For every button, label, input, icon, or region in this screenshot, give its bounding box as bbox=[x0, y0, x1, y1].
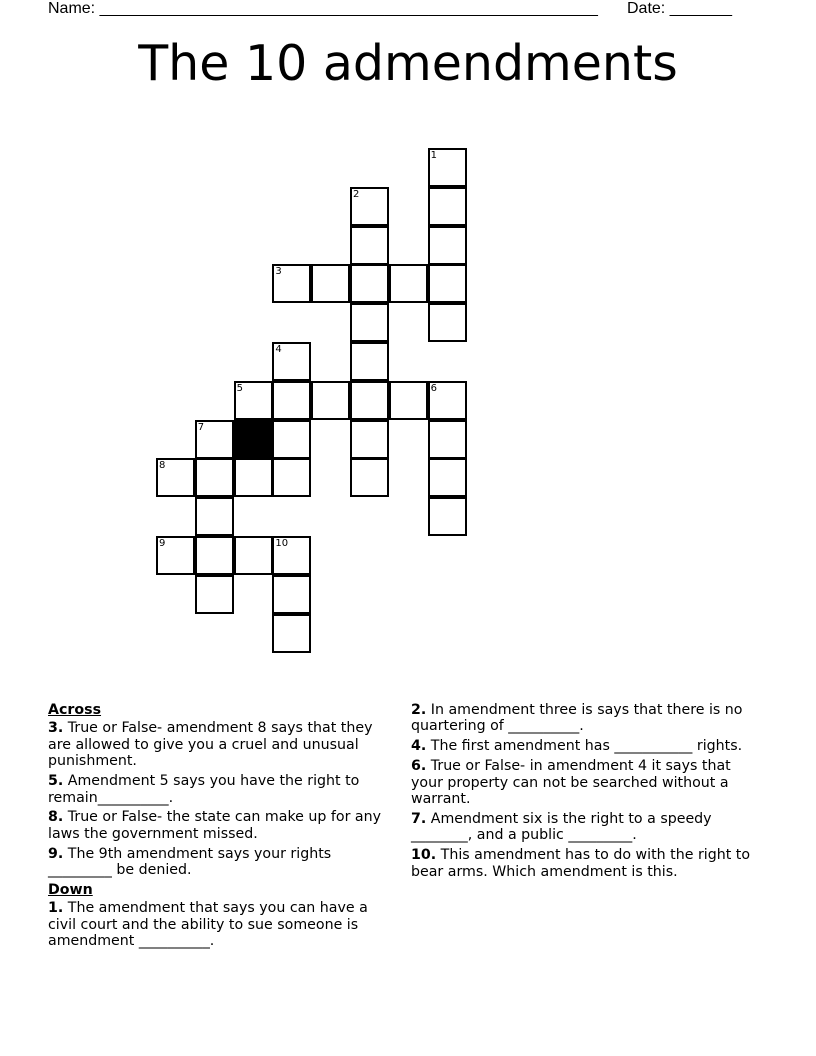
cell-number: 8 bbox=[159, 460, 166, 472]
crossword-cell[interactable] bbox=[428, 303, 467, 342]
puzzle-title: The 10 admendments bbox=[138, 35, 678, 92]
crossword-cell[interactable] bbox=[234, 381, 273, 420]
cell-number: 2 bbox=[353, 188, 360, 200]
crossword-cell[interactable] bbox=[311, 381, 350, 420]
clue-text: Amendment 5 says you have the right to remain__________. bbox=[48, 773, 360, 806]
crossword-cell[interactable] bbox=[428, 381, 467, 420]
clue-item bbox=[48, 846, 388, 879]
cell-number: 9 bbox=[159, 538, 166, 549]
cell-number: 4 bbox=[275, 344, 282, 355]
clue-item bbox=[48, 773, 388, 806]
crossword-cell[interactable] bbox=[195, 536, 234, 575]
crossword-cell[interactable] bbox=[272, 342, 311, 381]
date-field-label: Date: _______ bbox=[627, 0, 732, 17]
cell-number: 6 bbox=[430, 382, 437, 394]
clue-text: Amendment six is the right to a speedy ________, and a public _________. bbox=[411, 810, 712, 844]
crossword-cell[interactable] bbox=[272, 381, 311, 420]
crossword-cell[interactable] bbox=[156, 458, 195, 497]
clue-number: 4. bbox=[411, 738, 427, 755]
crossword-grid bbox=[156, 148, 468, 654]
clue-item bbox=[411, 847, 761, 880]
clue-item bbox=[411, 811, 761, 844]
clue-text: The amendment that says you can have a civil court and the ability to sue someone is amendment __________. bbox=[48, 900, 368, 950]
crossword-cell[interactable] bbox=[272, 420, 311, 459]
cell-number: 3 bbox=[275, 266, 282, 278]
clue-text: The first amendment has ___________ rights. bbox=[430, 738, 743, 755]
crossword-cell[interactable] bbox=[272, 575, 311, 614]
clue-number: 3. bbox=[48, 720, 64, 737]
down-clue-list-continued bbox=[411, 702, 761, 880]
crossword-cell[interactable] bbox=[350, 303, 389, 342]
clue-number: 10. bbox=[411, 847, 437, 864]
crossword-cell[interactable] bbox=[350, 342, 389, 381]
clue-text: True or False- amendment 8 says that they are allowed to give you a cruel and unusual punishment. bbox=[48, 720, 373, 770]
crossword-cell[interactable] bbox=[350, 458, 389, 497]
down-heading: Down bbox=[48, 882, 93, 899]
crossword-cell[interactable] bbox=[195, 497, 234, 536]
crossword-cell[interactable] bbox=[428, 187, 467, 226]
crossword-cell[interactable] bbox=[350, 381, 389, 420]
cell-number: 5 bbox=[236, 382, 243, 394]
name-field-label: Name: ________________________________________________________ bbox=[48, 0, 598, 17]
clue-number: 9. bbox=[48, 845, 64, 862]
black-square bbox=[234, 420, 273, 459]
name-date-line bbox=[48, 0, 768, 18]
clue-text: True or False- the state can make up for any laws the government missed. bbox=[48, 809, 381, 842]
clue-number: 8. bbox=[48, 809, 64, 826]
clue-number: 5. bbox=[48, 773, 64, 790]
clue-item bbox=[411, 702, 761, 735]
crossword-cell[interactable] bbox=[350, 264, 389, 303]
across-heading: Across bbox=[48, 702, 102, 718]
cell-number: 10 bbox=[275, 538, 289, 549]
crossword-cell[interactable] bbox=[272, 614, 311, 653]
clue-text: This amendment has to do with the right to bear arms. Which amendment is this. bbox=[411, 847, 751, 880]
clues-right-column bbox=[411, 702, 761, 884]
crossword-cell[interactable] bbox=[428, 458, 467, 497]
crossword-cell[interactable] bbox=[350, 420, 389, 459]
crossword-cell[interactable] bbox=[428, 497, 467, 536]
crossword-cell[interactable] bbox=[311, 264, 350, 303]
clue-item bbox=[48, 720, 388, 769]
crossword-cell[interactable] bbox=[428, 420, 467, 459]
crossword-cell[interactable] bbox=[428, 148, 467, 187]
clue-text: True or False- in amendment 4 it says that your property can not be searched without a warrant. bbox=[411, 758, 731, 808]
crossword-cell[interactable] bbox=[350, 187, 389, 226]
clue-item bbox=[411, 758, 761, 807]
crossword-cell[interactable] bbox=[272, 536, 311, 575]
crossword-cell[interactable] bbox=[195, 420, 234, 459]
clue-item bbox=[48, 900, 388, 949]
clues-left-column bbox=[48, 702, 388, 953]
clue-number: 7. bbox=[411, 810, 427, 827]
crossword-cell[interactable] bbox=[389, 264, 428, 303]
crossword-cell[interactable] bbox=[234, 536, 273, 575]
crossword-cell[interactable] bbox=[428, 226, 467, 265]
crossword-cell[interactable] bbox=[272, 264, 311, 303]
crossword-cell[interactable] bbox=[350, 226, 389, 265]
cell-number: 7 bbox=[197, 421, 205, 433]
clue-number: 1. bbox=[48, 900, 64, 917]
crossword-cell[interactable] bbox=[272, 458, 311, 497]
clue-text: In amendment three is says that there is no quartering of __________. bbox=[411, 702, 743, 735]
crossword-cell[interactable] bbox=[428, 264, 467, 303]
clue-number: 2. bbox=[411, 702, 427, 718]
crossword-cell[interactable] bbox=[195, 575, 234, 614]
crossword-cell[interactable] bbox=[389, 381, 428, 420]
clue-text: The 9th amendment says your rights _________ be denied. bbox=[48, 845, 332, 879]
crossword-cell[interactable] bbox=[156, 536, 195, 575]
clue-item bbox=[48, 809, 388, 842]
crossword-cell[interactable] bbox=[195, 458, 234, 497]
cell-number: 1 bbox=[430, 150, 437, 161]
across-clue-list bbox=[48, 720, 388, 878]
clue-item bbox=[411, 738, 761, 754]
crossword-cell[interactable] bbox=[234, 458, 273, 497]
clue-number: 6. bbox=[411, 758, 427, 775]
down-clue-list bbox=[48, 900, 388, 949]
